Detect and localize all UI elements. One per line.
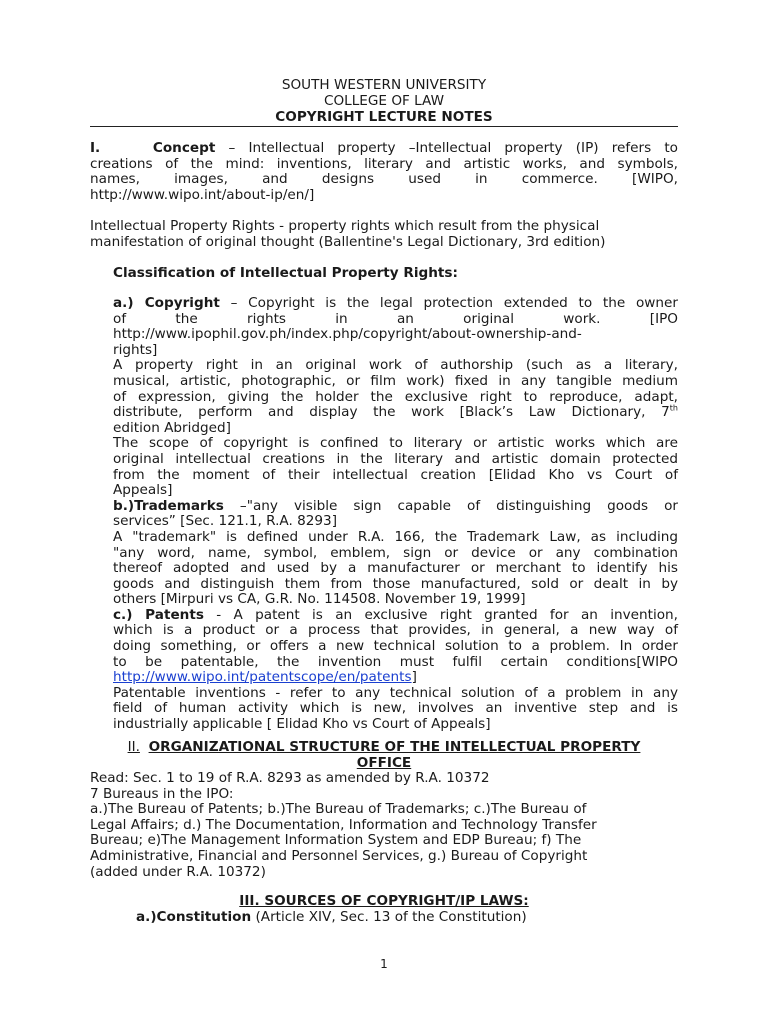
ordinal-superscript: th [669, 403, 678, 413]
university-name: SOUTH WESTERN UNIVERSITY [281, 77, 487, 93]
copyright-def-line-1: A property right in an original work of authorship (such as a literary, [113, 357, 678, 374]
copyright-line-1-text: Copyright is the legal protection extended to the owner [248, 295, 678, 311]
concept-term: Concept [152, 140, 216, 156]
ipr-definition [90, 219, 678, 250]
concept-paragraph [90, 141, 678, 204]
trademarks-def-line-5: others [Mirpuri vs CA, G.R. No. 114508. November 19, 1999] [113, 591, 526, 608]
copyright-line-4: rights] [113, 341, 158, 358]
bureaus-line-4: Administrative, Financial and Personnel Services, g.) Bureau of Copyright [90, 847, 588, 864]
header-rule [90, 126, 678, 127]
read-reference: Read: Sec. 1 to 19 of R.A. 8293 as amended by R.A. 10372 [90, 770, 490, 786]
trademarks-line-1-text: –"any visible sign capable of distinguishing goods or [223, 497, 678, 514]
section-2-heading [90, 740, 678, 771]
trademarks-def-line-3: thereof adopted and used by a manufacturer or merchant to identify his [113, 560, 678, 577]
ipr-classification-block [113, 296, 678, 733]
header [90, 78, 678, 125]
classification-heading: Classification of Intellectual Property Rights: [113, 265, 458, 281]
copyright-def-line-4-text: distribute, perform and display the work [Black’s Law Dictionary, 7 [113, 404, 670, 421]
bureaus-count: 7 Bureaus in the IPO: [90, 785, 234, 802]
patents-line-1-text: - A patent is an exclusive right granted for an invention, [203, 606, 678, 623]
section-2-title-line-1: ORGANIZATIONAL STRUCTURE OF THE INTELLECTUAL PROPERTY [148, 739, 641, 755]
copyright-scope-line-2: original intellectual creations in the literary and artistic domain protected [113, 450, 678, 467]
patents-link-close: ] [411, 669, 417, 686]
patents-line-5 [113, 670, 678, 686]
trademarks-def-line-4: goods and distinguish them from those manufactured, sold or dealt in by [113, 575, 678, 592]
concept-line-1 [90, 141, 678, 157]
patents-label: c.) Patents [113, 606, 204, 623]
ipr-line-2: manifestation of original thought (Ballentine's Legal Dictionary, 3rd edition) [90, 233, 606, 250]
wipo-patents-link[interactable]: http://www.wipo.int/patentscope/en/patents [113, 669, 412, 686]
patents-line-1 [113, 608, 678, 624]
copyright-scope-line-1: The scope of copyright is confined to literary or artistic works which are [113, 435, 678, 452]
concept-line-1-text: Intellectual property –Intellectual property (IP) refers to [248, 140, 678, 156]
concept-line-4: http://www.wipo.int/about-ip/en/] [90, 187, 315, 204]
copyright-dash: – [219, 295, 249, 311]
copyright-label: a.) Copyright [113, 295, 220, 311]
patents-line-3: doing something, or offers a new technical solution to a problem. In order [113, 638, 678, 655]
copyright-line-3: http://www.ipophil.gov.ph/index.php/copyright/about-ownership-and- [113, 326, 582, 343]
concept-line-2: creations of the mind: inventions, literary and artistic works, and symbols, [90, 155, 678, 172]
copyright-def-line-2: musical, artistic, photographic, or film work) fixed in any tangible medium [113, 372, 678, 389]
bureaus-line-1: a.)The Bureau of Patents; b.)The Bureau of Trademarks; c.)The Bureau of [90, 801, 587, 818]
trademarks-def-line-1: A "trademark" is defined under R.A. 166, the Trademark Law, as including [113, 528, 678, 545]
copyright-line-2: of the rights in an original work. [IPO [113, 310, 678, 327]
trademarks-label: b.)Trademarks [113, 497, 224, 514]
bureaus-line-2: Legal Affairs; d.) The Documentation, Information and Technology Transfer [90, 816, 597, 833]
patents-line-4: to be patentable, the invention must fulfil certain conditions[WIPO [113, 653, 678, 670]
patentable-line-1: Patentable inventions - refer to any technical solution of a problem in any [113, 684, 678, 701]
patentable-line-2: field of human activity which is new, involves an inventive step and is [113, 700, 678, 717]
concept-dash: – [215, 140, 249, 156]
trademarks-line-2: services” [Sec. 121.1, R.A. 8293] [113, 513, 337, 530]
page-number: 1 [380, 957, 388, 971]
constitution-label: a.)Constitution [136, 909, 252, 925]
copyright-def-line-3: of expression, giving the holder the exclusive right to reproduce, adapt, [113, 388, 678, 405]
section-numeral-2: II. [127, 739, 140, 755]
copyright-def-line-5: edition Abridged] [113, 419, 231, 436]
copyright-def-line-4 [113, 405, 678, 421]
patentable-line-3: industrially applicable [ Elidad Kho vs Court of Appeals] [113, 716, 491, 733]
copyright-scope-line-4: Appeals] [113, 482, 173, 499]
section-3-heading: III. SOURCES OF COPYRIGHT/IP LAWS: [239, 893, 529, 909]
ipr-line-1: Intellectual Property Rights - property rights which result from the physical [90, 218, 600, 234]
concept-line-3: names, images, and designs used in commerce. [WIPO, [90, 171, 678, 188]
bureaus-line-3: Bureau; e)The Management Information System and EDP Bureau; f) The [90, 832, 582, 849]
constitution-text: (Article XIV, Sec. 13 of the Constitution) [251, 909, 527, 925]
section-2-heading-line-1 [90, 740, 678, 756]
copyright-line-1 [113, 296, 678, 312]
section-2-body [90, 771, 678, 880]
section-numeral-1: I. [90, 140, 101, 156]
bureaus-line-5: (added under R.A. 10372) [90, 863, 266, 880]
constitution-item [136, 909, 527, 925]
notes-title: COPYRIGHT LECTURE NOTES [275, 108, 493, 125]
trademarks-def-line-2: "any word, name, symbol, emblem, sign or device or any combination [113, 544, 678, 561]
copyright-scope-line-3: from the moment of their intellectual creation [Elidad Kho vs Court of [113, 466, 678, 483]
trademarks-line-1 [113, 499, 678, 515]
college-name: COLLEGE OF LAW [323, 92, 445, 109]
patents-line-2: which is a product or a process that provides, in general, a new way of [113, 622, 678, 639]
section-2-title-line-2: OFFICE [356, 754, 412, 771]
